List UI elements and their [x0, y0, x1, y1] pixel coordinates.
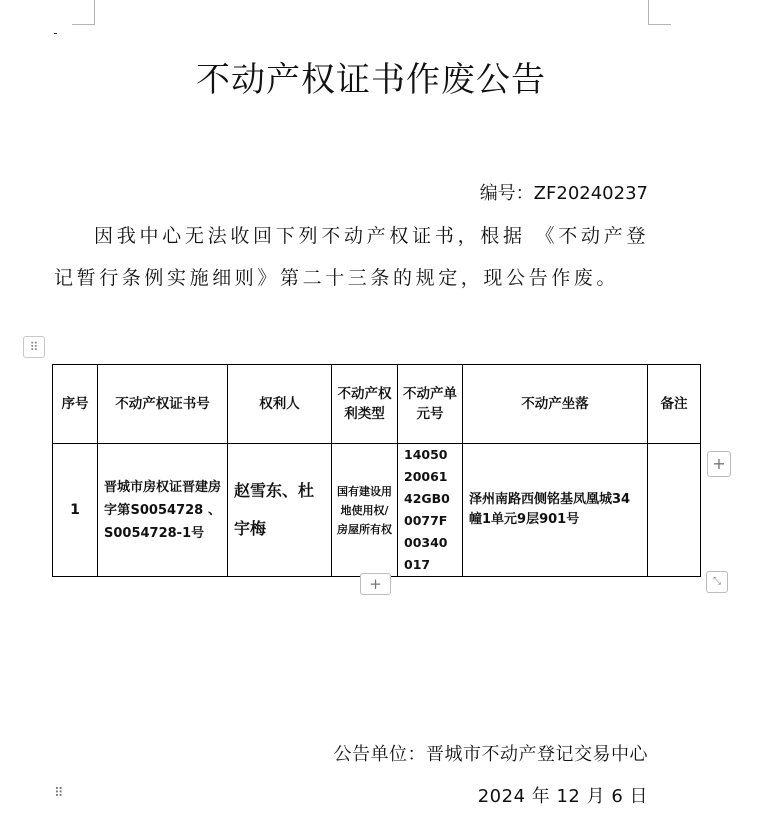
cell-location: 泽州南路西侧铭基凤凰城34幢1单元9层901号: [463, 444, 648, 577]
add-column-button[interactable]: +: [707, 451, 731, 477]
page-corner-mark-top-right: [648, 0, 671, 25]
certificate-table: [52, 364, 701, 577]
cell-right-type: 国有建设用地使用权/房屋所有权: [332, 444, 398, 577]
cell-cert-no: 晋城市房权证晋建房字第S0054728 、S0054728-1号: [98, 444, 228, 577]
header-location: 不动产坐落: [463, 365, 648, 444]
table-row: [53, 444, 701, 577]
header-remarks: 备注: [648, 365, 701, 444]
cell-remarks: [648, 444, 701, 577]
header-owner: 权利人: [228, 365, 332, 444]
paragraph-drag-handle-icon[interactable]: ⠿: [54, 786, 64, 801]
cell-owner: 赵雪东、杜宇梅: [228, 444, 332, 577]
notice-paragraph: 因我中心无法收回下列不动产权证书，根据 《不动产登记暂行条例实施细则》第二十三条的规定，现公告作废。: [54, 225, 649, 289]
header-no: 序号: [53, 365, 98, 444]
header-cert-no: 不动产权证书号: [98, 365, 228, 444]
header-unit-no: 不动产单元号: [398, 365, 463, 444]
page-corner-mark-top-left: [72, 0, 95, 25]
document-number: 编号：ZF20240237: [479, 183, 648, 204]
cell-unit-no: 140502006142GB00077F00340017: [398, 444, 463, 577]
header-right-type: 不动产权利类型: [332, 365, 398, 444]
table-resize-handle-icon[interactable]: ⤡: [706, 571, 728, 593]
cell-no: 1: [53, 444, 98, 577]
document-title: 不动产权证书作废公告: [196, 60, 546, 100]
cursor-mark: [54, 33, 57, 34]
table-move-handle-icon[interactable]: ⠿: [23, 336, 45, 358]
issuing-unit: 公告单位：晋城市不动产登记交易中心: [333, 744, 648, 765]
add-row-button[interactable]: +: [360, 573, 391, 595]
issue-date: 2024 年 12 月 6 日: [477, 786, 648, 807]
table-header-row: [53, 365, 701, 444]
